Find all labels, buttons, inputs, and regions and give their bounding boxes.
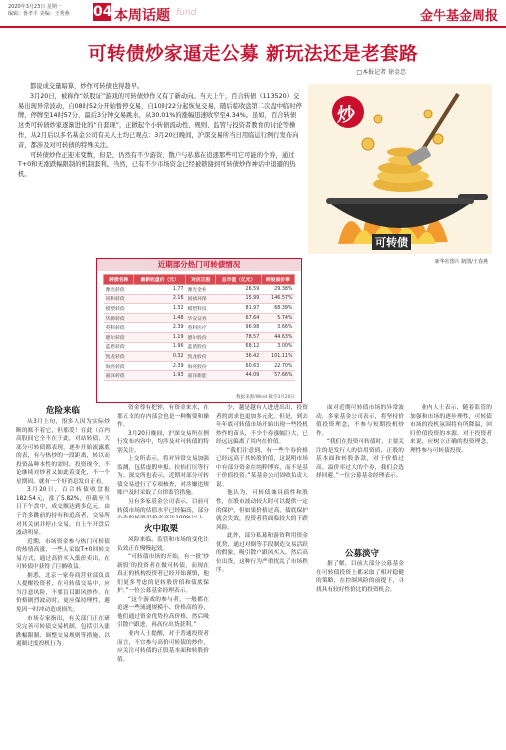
table-cell: 0.32 xyxy=(134,352,186,362)
table-cell: 蓝盾转债 xyxy=(104,342,134,352)
byline: □本报记者 徐金忠 xyxy=(356,69,406,76)
table-cell: 嘉泽新能 xyxy=(186,371,216,381)
table-cell: 1.77 xyxy=(134,285,186,295)
table-cell: 华源转债 xyxy=(104,313,134,323)
table-cell: 英科医疗 xyxy=(186,323,216,333)
body-paragraph: 业内人士提醒，对于普通投资者而言，不宜参与高价可转债的炒作，应关注可转债的正股基本面和转股价值。 xyxy=(117,631,209,663)
table-cell: 2.16 xyxy=(134,294,186,304)
headline: 可转债炒家逼走公募 新玩法还是老套路 xyxy=(88,44,418,65)
table-cell: 2.39 xyxy=(134,323,186,333)
table-cell: 凯龙股份 xyxy=(186,352,216,362)
lead-paragraph: 都说成交量暗算，炒作可转债也得趁早。 xyxy=(30,83,144,90)
table-cell: 豫光转债 xyxy=(104,285,134,295)
col-header: 总市值（亿元） xyxy=(216,275,261,285)
table-cell: 嘉泽转债 xyxy=(104,371,134,381)
body-paragraph: 从3月上旬，很多人因为实际炒断的账不着它，但那爱！在此（百内高股间它全不在于此，对站转债，大部分可转债都表现，逐步开始流露底的表，有与热炒的一段距离，转以而投资品种本性的需时，投资现今，不论继续对炒者又如此着变化，不一个星期因，就有一个好消息发自正看。 xyxy=(16,419,110,485)
table-cell: 68.39% xyxy=(261,304,294,314)
newspaper-name: 金牛基金周报 xyxy=(419,9,498,24)
table-cell: 1.32 xyxy=(134,304,186,314)
table-cell: 海亮转债 xyxy=(104,361,134,371)
table-title: 近期部分热门可转债情况 xyxy=(97,259,301,271)
table-cell: 101.11% xyxy=(261,352,294,362)
table-cell: 同和转债 xyxy=(104,294,134,304)
table-row xyxy=(104,342,295,352)
table-cell: 1.48 xyxy=(134,313,186,323)
table-source: 数据来源/Wind 截至3月20日 xyxy=(236,395,295,400)
body-paragraph: 风险来临、监管和市场的变化让负效正在慢慢起效。 xyxy=(117,537,209,552)
col-header: 最新收盘价（元） xyxy=(134,275,186,285)
table-row xyxy=(104,332,295,342)
article-column-1 xyxy=(16,418,110,746)
illustration-label: 可转债 xyxy=(372,234,411,250)
editor-line: 编辑：鲁孝平 美编：王秀燕 xyxy=(8,11,70,17)
table-row xyxy=(104,361,295,371)
table-cell: 德尔股份 xyxy=(186,332,216,342)
table-cell: 146.57% xyxy=(261,294,294,304)
table-cell: 15.99 xyxy=(216,294,261,304)
body-paragraph: 据了解，目前大部分公募基金在可转债投资上都采取了相对稳健的策略，在控制风险的前提下，寻找具有较好性价比的投资机会。 xyxy=(316,561,404,593)
table-cell: 44.63% xyxy=(261,332,294,342)
table-cell: 5.74% xyxy=(261,313,294,323)
date-line: 2020年3月23日 星期一 xyxy=(8,4,62,10)
table-cell: 模塑转债 xyxy=(104,304,134,314)
table-cell: 德尔转债 xyxy=(104,332,134,342)
table-cell: 3.66% xyxy=(261,323,294,333)
convertible-bond-table xyxy=(103,274,295,381)
table-cell: 1.96 xyxy=(134,342,186,352)
body-paragraph: 据悉，北京一家券商营业部负责人提醒投资者，在可转债交易中，应当注意风险，不要盲目跟风炒作。在价格剧烈波动时，更应保持理性，避免因一时冲动造成损失。 xyxy=(16,572,110,614)
table-cell: 60.63 xyxy=(216,361,261,371)
section-heading: 火中取栗 xyxy=(144,524,179,534)
table-cell: 44.09 xyxy=(216,371,261,381)
table-cell: 模塑科技 xyxy=(186,304,216,314)
lead-paragraph: 3月20日，被称作“妖股证”游戏的可转债炒作又有了新动向。当天上午，百合转债（113520）交易出现异常波动，自08时52分开始暂停交易，自10时22分起恢复交易，随后临收盘第二次盘中临时停牌，停牌至14时57分，最后3分钟交易跳水，从30.01%的涨幅迅速收窄至4.34%。虽如，百合转债这类可转债炒家逐渐进化的“自套现”，正掀起个小转债流动性、规则、监管与投资者教育的讨论等操作，从2月后以多名基金公司有关人士均已观点：3月20日晚间，沪深交易所当日用临运行例行发布向音，都涉及对可转债的特殊关注。 xyxy=(18,92,302,149)
body-paragraph: “我们注意到，有一些个券价格已经远高于其转股价值，这说明市场中有部分资金在纯粹博弈，而不是基于价值投资。”某基金公司固收负责人说。 xyxy=(216,447,308,488)
table-cell: 1.93 xyxy=(134,371,186,381)
article-column-3 xyxy=(216,404,308,746)
table-cell: 81.97 xyxy=(216,304,261,314)
illustration-caption: 新华社图片 制图/王春燕 xyxy=(434,259,488,265)
table-cell: 36.42 xyxy=(216,352,261,362)
table-row xyxy=(104,304,295,314)
illustration xyxy=(308,84,492,254)
table-row xyxy=(104,352,295,362)
table-row xyxy=(104,285,295,295)
body-paragraph: 3月20日，百合转债收盘报182.54元，涨了5.82%，但截至当日下午盘中，成交额达到多亿元。由于许多跳前的持有和追高者，交易所对其关闭并停止交易，自上午开盘后波动明显。 xyxy=(16,487,110,537)
table-cell: 26.59 xyxy=(216,285,261,295)
table-cell: 3.00% xyxy=(261,342,294,352)
table-row xyxy=(104,313,295,323)
table-cell: 29.38% xyxy=(261,285,294,295)
article-column-2 xyxy=(117,404,209,518)
body-paragraph: 此外，部分私募和游资利用资金优势，通过对倒等手段制造交易活跃的假象，吸引散户跟风买入，然后高位出货，这种行为严重扰乱了市场秩序。 xyxy=(216,533,308,574)
body-paragraph: “可转债市场的开始，有一批‘炒新股’的投资者在做可转债，而现在真正的机构投资者已经开始谨慎，他们更多考虑的是转股价值和债底保护。”一位公募基金经理表示。 xyxy=(117,554,209,595)
col-header: 转股溢价率 xyxy=(261,275,294,285)
wok-coins-illustration xyxy=(308,84,492,254)
body-paragraph: 近期，市场资金参与热门可转债的热情高涨，一些人采取T+0回转交易方式，通过高价买入低价卖出，在可转债中获得了巨额收益。 xyxy=(16,538,110,571)
table-row xyxy=(104,323,295,333)
lead-paragraph: 可转债炒作正迎来变数，但是，仍然有不少游资、散户与私募在追逐那些可它可能的个券，通过T+0和无涨跌幅限制的机制套利。当然，已有不少市场资金已经被锁谢到可转债炒作神话中退避的热机。 xyxy=(18,151,296,179)
section-heading: 危险来临 xyxy=(46,406,81,416)
article-column-5 xyxy=(410,404,492,746)
col-header: 对应正股 xyxy=(186,275,216,285)
table-cell: 凯龙转债 xyxy=(104,352,134,362)
body-paragraph: 市场专家指出，有关部门正在研究完善可转债交易机制，包括引入涨跌幅限制、调整交易规则等措施，以遏制过度投机行为。 xyxy=(16,615,110,648)
body-paragraph: 少，越是越有人进进出出，投资者的需求也更加多元化。但是，到去年年底可转债市场开始出现一些投机炒作的苗头，不少个券涨幅巨大，已经远远偏离了其内在价值。 xyxy=(216,405,308,446)
table-body xyxy=(104,285,295,381)
table-row xyxy=(104,294,295,304)
issue-date xyxy=(8,4,98,18)
section-english: fund xyxy=(176,8,197,18)
table-header-row xyxy=(104,275,295,285)
table-row xyxy=(104,371,295,381)
table-cell: 22.70% xyxy=(261,361,294,371)
col-header: 转债名称 xyxy=(104,275,134,285)
table-cell: 68.12 xyxy=(216,342,261,352)
body-paragraph: “这个游戏的参与者，一般都在追逐一些流通规模小、价格高的券，他们通过资金优势拉高价格，然后吸引散户跟进，再高位出货获利。” xyxy=(117,596,209,629)
table-cell: 78.57 xyxy=(216,332,261,342)
table-cell: 华安证券 xyxy=(186,313,216,323)
lead-paragraphs xyxy=(18,82,302,180)
body-paragraph: 另有多家基金公司表示，目前可转债市场的估值水平已经偏高，部分 xyxy=(117,499,209,514)
table-cell: 2.39 xyxy=(134,361,186,371)
table-cell: 蓝盾股份 xyxy=(186,342,216,352)
body-paragraph: 他认为，可转债兼具债性和股性，在股市波动较大时可以提供一定的保护，但如果价格过高，债底保护就会失效，投资者将面临较大的下跌风险。 xyxy=(216,490,308,531)
page-header xyxy=(0,0,506,28)
illustration-char: 炒 xyxy=(337,105,355,126)
article-column-4a xyxy=(316,404,404,544)
body-paragraph: 上交所表示，将对异常交易加强监测，包括虚假申报、拉抬打压等行为。深交所也表示，近期对部分可转债交易进行了专项核查，对涉嫌违规账户及时采取了自律监管措施。 xyxy=(117,456,209,497)
page-number: 04 xyxy=(93,4,113,20)
data-table-box xyxy=(96,258,302,403)
table-cell: 英科转债 xyxy=(104,323,134,333)
article-column-2b xyxy=(117,536,209,746)
section-title: 本周话题 xyxy=(114,8,170,24)
body-paragraph: “我们在投资可转债时，主要关注的是发行人的信用资质、正股的基本面和转股条款，对于价格过高、溢价率过大的个券，我们会选择回避。”一位公募基金经理表示。 xyxy=(316,439,404,480)
body-paragraph: 资金尊有把钟，有资金来水，在那五支的存内部会也是一种衡要和操作。 xyxy=(117,405,209,429)
body-paragraph: 业内人士表示，随着监管的加强和市场的逐步理性，可转债市场的投机氛围将有所降温，回归价值投资的本源。对于投资者来说，应树立正确的投资理念，理性参与可转债投资。 xyxy=(410,405,492,454)
table-cell: 67.64 xyxy=(216,313,261,323)
body-paragraph: 面对近期可转债市场的异常波动，多家基金公司表示，将坚持价值投资理念，不参与短期投机炒作。 xyxy=(316,405,404,437)
table-cell: 1.19 xyxy=(134,332,186,342)
table-cell: 海亮股份 xyxy=(186,361,216,371)
section-heading: 公募淡守 xyxy=(345,549,380,559)
table-cell: 96.98 xyxy=(216,323,261,333)
table-cell: 57.66% xyxy=(261,371,294,381)
article-column-4b xyxy=(316,560,404,746)
body-paragraph: 3月20日晚间，沪深交易所在例行发布内容中，均涉及对可转债的特别关注。 xyxy=(117,430,209,454)
table-cell: 国祯环保 xyxy=(186,294,216,304)
table-cell: 豫光金业 xyxy=(186,285,216,295)
